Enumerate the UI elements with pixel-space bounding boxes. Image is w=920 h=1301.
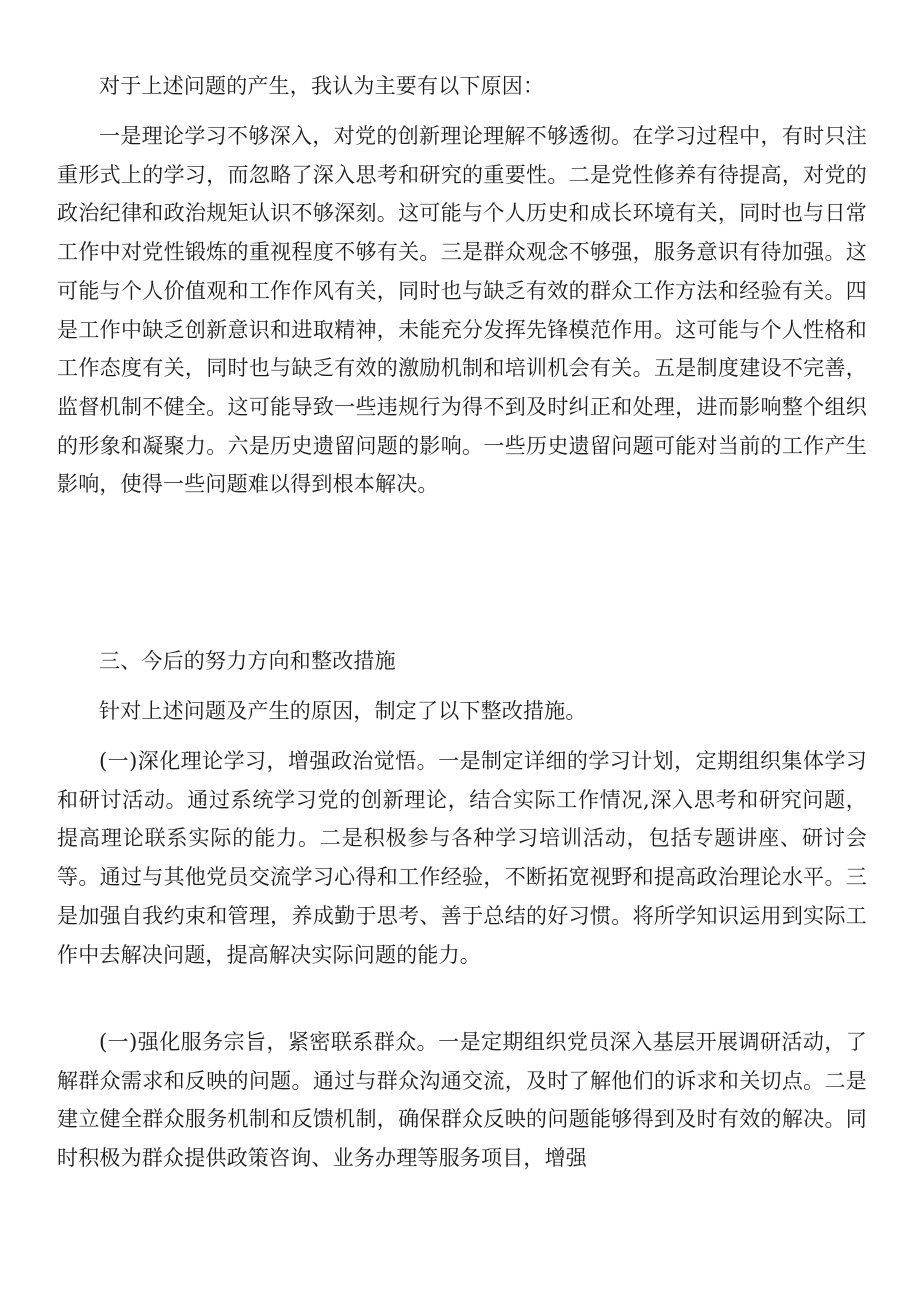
section-heading-rectification: 三、今后的努力方向和整改措施 [99, 649, 396, 673]
paragraph-measure-theory-study: (一)深化理论学习，增强政治觉悟。一是制定详细的学习计划，定期组织集体学习和研讨活动。通过系统学习党的创新理论，结合实际工作情况,深入思考和研究问题，提高理论联系实际的能力。二是积极参与各种学习培训活动，包括专题讲座、研讨会等。通过与其他党员交流学习心得和工作经验，不断拓宽视野和提高政治理论水平。三是加强自我约束和管理，养成勤于思考、善于总结的好习惯。将所学知识运用到实际工作中去解决问题，提高解决实际问题的能力。 [57, 749, 867, 967]
paragraph-measure-serve-masses: (一)强化服务宗旨，紧密联系群众。一是定期组织党员深入基层开展调研活动，了解群众需求和反映的问题。通过与群众沟通交流，及时了解他们的诉求和关切点。二是建立健全群众服务机制和反馈机制，确保群众反映的问题能够得到及时有效的解决。同时积极为群众提供政策咨询、业务办理等服务项目，增强 [57, 1030, 867, 1171]
paragraph-causes-intro: 对于上述问题的产生，我认为主要有以下原因： [99, 74, 545, 98]
paragraph-measures-intro: 针对上述问题及产生的原因，制定了以下整改措施。 [99, 699, 587, 723]
paragraph-causes-list: 一是理论学习不够深入，对党的创新理论理解不够透彻。在学习过程中，有时只注重形式上的学习，而忽略了深入思考和研究的重要性。二是党性修养有待提高，对党的政治纪律和政治规矩认识不够深刻。这可能与个人历史和成长环境有关，同时也与日常工作中对党性锻炼的重视程度不够有关。三是群众观念不够强，服务意识有待加强。这可能与个人价值观和工作作风有关，同时也与缺乏有效的群众工作方法和经验有关。四是工作中缺乏创新意识和进取精神，未能充分发挥先锋模范作用。这可能与个人性格和工作态度有关，同时也与缺乏有效的激励机制和培训机会有关。五是制度建设不完善，监督机制不健全。这可能导致一些违规行为得不到及时纠正和处理，进而影响整个组织的形象和凝聚力。六是历史遗留问题的影响。一些历史遗留问题可能对当前的工作产生影响，使得一些问题难以得到根本解决。 [57, 124, 867, 497]
